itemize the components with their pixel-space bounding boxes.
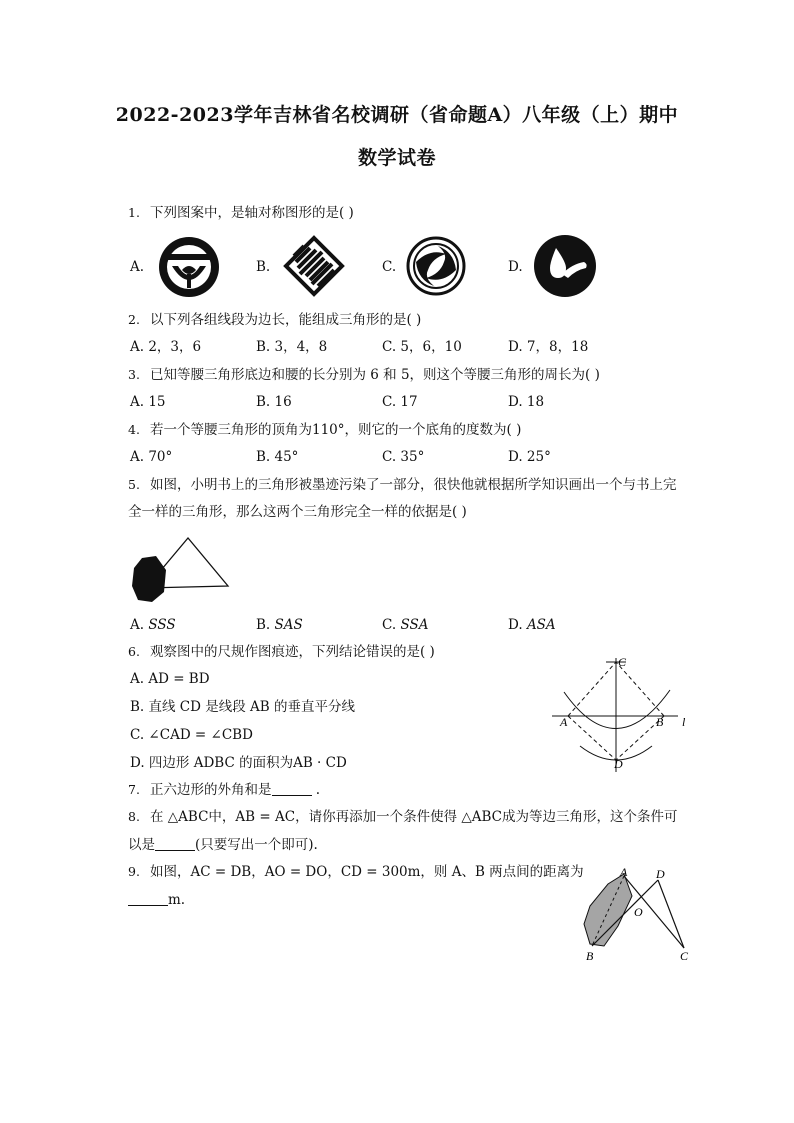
question-4 <box>128 421 521 439</box>
label-d: D <box>614 757 623 771</box>
question-stem: 下列图案中，是轴对称图形的是( ) <box>150 205 354 221</box>
question-stem: 正六边形的外角和是 <box>150 782 272 798</box>
question-number: 2. <box>128 312 140 327</box>
label-d: D <box>656 867 665 881</box>
question-stem: 以下列各组线段为边长，能组成三角形的是( ) <box>150 312 422 328</box>
answer-blank[interactable] <box>128 892 168 906</box>
stripe-logo-icon <box>282 234 346 298</box>
swirl-logo-icon <box>406 236 466 296</box>
option-c: C. ∠CAD = ∠CBD <box>130 727 253 743</box>
label-a: A <box>620 865 628 879</box>
option-b: B. SAS <box>256 617 303 633</box>
option-d: D. 18 <box>508 394 545 410</box>
question-3 <box>128 366 600 384</box>
compass-construction-figure <box>550 654 695 776</box>
option-a: A. SSS <box>130 617 176 633</box>
question-stem: 若一个等腰三角形的顶角为110°，则它的一个底角的度数为( ) <box>150 422 522 438</box>
option-c: C. 17 <box>382 394 418 410</box>
question-8 <box>128 808 678 826</box>
label-l: l <box>682 715 686 729</box>
question-number: 3. <box>128 367 140 382</box>
page-title-line1: 2022-2023学年吉林省名校调研（省命题A）八年级（上）期中 <box>115 104 679 126</box>
question-stem-line2: 全一样的三角形，那么这两个三角形完全一样的依据是( ) <box>128 504 467 520</box>
inked-triangle-figure <box>128 534 234 606</box>
question-number: 7. <box>128 782 140 797</box>
question-number: 1. <box>128 205 140 220</box>
option-b: B. 45° <box>256 449 299 465</box>
option-c: C. SSA <box>382 617 429 633</box>
option-b: B. <box>256 259 271 275</box>
question-stem-line1: 如图，小明书上的三角形被墨迹污染了一部分，很快他就根据所学知识画出一个与书上完 <box>150 477 677 493</box>
label-c: C <box>618 655 627 669</box>
option-b: B. 3，4，8 <box>256 339 328 355</box>
question-1 <box>128 204 354 222</box>
option-d: D. 7，8，18 <box>508 339 589 355</box>
crossing-segments-figure <box>578 866 698 962</box>
option-d: D. 25° <box>508 449 551 465</box>
answer-blank[interactable] <box>155 837 195 851</box>
question-7: 7. 正六边形的外角和是 . <box>128 782 321 798</box>
label-o: O <box>634 905 643 919</box>
question-5 <box>128 476 677 494</box>
answer-blank[interactable] <box>272 782 312 796</box>
option-d: D. 四边形 ADBC 的面积为AB · CD <box>130 755 347 771</box>
label-b: B <box>656 715 664 729</box>
question-8-line2: 以是 (只要写出一个即可). <box>128 837 318 853</box>
option-a: A. 15 <box>130 394 166 410</box>
option-d: D. <box>508 259 523 275</box>
question-number: 9. <box>128 864 140 879</box>
option-a: A. 70° <box>130 449 173 465</box>
option-c: C. 5，6，10 <box>382 339 462 355</box>
question-number: 5. <box>128 477 140 492</box>
question-stem: 观察图中的尺规作图痕迹，下列结论错误的是( ) <box>150 644 435 660</box>
option-a: A. <box>130 259 145 275</box>
question-number: 6. <box>128 644 140 659</box>
logo-icon <box>158 236 220 298</box>
option-d: D. ASA <box>508 617 556 633</box>
question-2 <box>128 311 421 329</box>
option-c: C. <box>382 259 397 275</box>
option-b: B. 16 <box>256 394 292 410</box>
label-a: A <box>560 715 568 729</box>
question-9 <box>128 863 584 881</box>
option-c: C. 35° <box>382 449 425 465</box>
page-title-line2: 数学试卷 <box>357 147 436 169</box>
option-b: B. 直线 CD 是线段 AB 的垂直平分线 <box>130 699 355 715</box>
option-a: A. AD = BD <box>130 671 210 687</box>
drop-logo-icon <box>532 234 598 298</box>
question-5-line2 <box>128 503 467 521</box>
question-9-line2: m. <box>128 891 185 909</box>
question-number: 4. <box>128 422 140 437</box>
question-stem-line1: 在 △ABC中，AB = AC，请你再添加一个条件使得 △ABC成为等边三角形，这个条件可 <box>150 809 678 825</box>
question-number: 8. <box>128 809 140 824</box>
label-b: B <box>586 949 594 963</box>
question-stem: 已知等腰三角形底边和腰的长分别为 6 和 5，则这个等腰三角形的周长为( ) <box>150 367 600 383</box>
question-stem: 如图，AC = DB，AO = DO，CD = 300m，则 A、B 两点间的距离为 <box>150 864 584 880</box>
option-a: A. 2，3，6 <box>130 339 202 355</box>
question-6 <box>128 643 435 661</box>
label-c: C <box>680 949 689 963</box>
